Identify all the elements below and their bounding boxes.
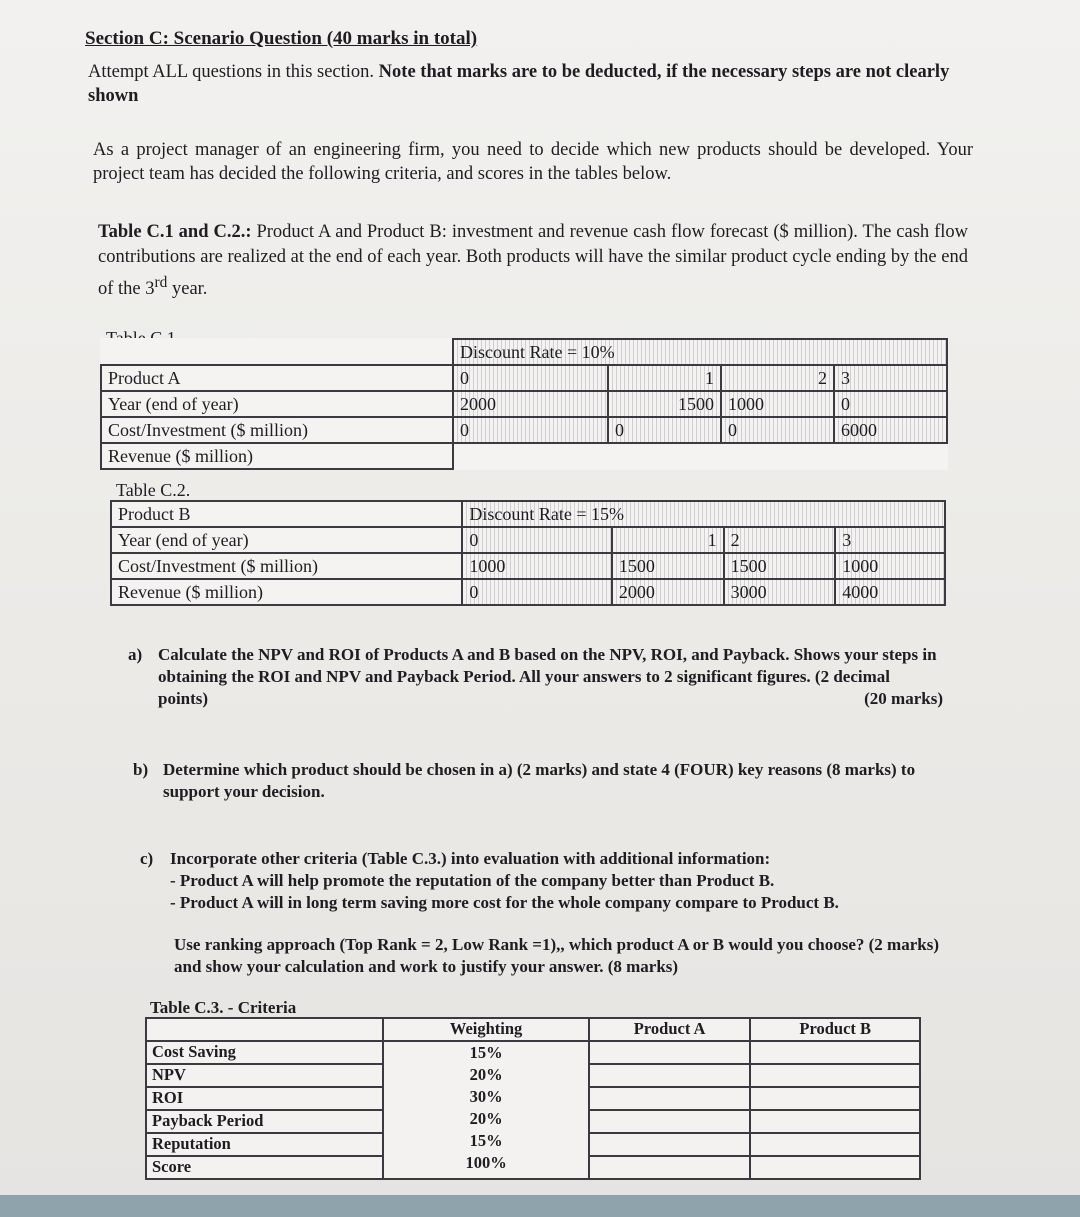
question-c-ranking: Use ranking approach (Top Rank = 2, Low Rank =1),, which product A or B would you choose? (2 marks) and show your calculation and work to justify your answer. (8 marks) [174, 935, 939, 976]
table-cell: 3 [834, 365, 947, 391]
weight-value: 15% [469, 1131, 503, 1150]
table-cell [589, 1156, 751, 1179]
question-c-line1: Incorporate other criteria (Table C.3.) into evaluation with additional information: [170, 849, 771, 868]
table-c3-header-weighting: Weighting [383, 1018, 588, 1041]
table-row-label: Year (end of year) [111, 527, 462, 553]
table-cell: 4000 [835, 579, 945, 605]
table-c1-discount: Discount Rate = 10% [453, 339, 947, 365]
desk-edge [0, 1195, 1080, 1217]
table-cell [589, 1087, 751, 1110]
table-cell: 1500 [612, 553, 724, 579]
table-c3-header-product-a: Product A [589, 1018, 751, 1041]
section-title: Section C: Scenario Question (40 marks in total) [85, 28, 478, 49]
table-row [111, 553, 945, 579]
table-cell: 1500 [724, 553, 836, 579]
question-c-line3: - Product A will in long term saving more cost for the whole company compare to Product B. [170, 893, 839, 912]
table-cell: 3 [835, 527, 945, 553]
table-description-text2: year. [171, 279, 208, 300]
table-row [101, 391, 947, 417]
table-row-label: Revenue ($ million) [111, 579, 462, 605]
instructions [88, 60, 978, 108]
intro-paragraph: As a project manager of an engineering firm, you need to decide which new products should be developed. Your project team has decided the following criteria, and scores in the tables below. [93, 140, 973, 184]
table-cell: 0 [834, 391, 947, 417]
table-cell [750, 1087, 920, 1110]
question-c-number: c) [140, 849, 154, 868]
table-row [101, 417, 947, 443]
question-b-number: b) [133, 760, 149, 779]
weight-value: 100% [465, 1153, 507, 1172]
question-c-line2: - Product A will help promote the reputation of the company better than Product B. [170, 871, 775, 890]
table-cell [750, 1110, 920, 1133]
table-cell: 1000 [835, 553, 945, 579]
question-a-number: a) [128, 645, 143, 664]
table-cell: 1000 [462, 553, 612, 579]
table-c3-header-product-b: Product B [750, 1018, 920, 1041]
weight-value: 30% [469, 1087, 503, 1106]
table-description-ref: Table C.1 and C.2.: [98, 222, 252, 242]
table-cell: 2 [724, 527, 836, 553]
question-a-marks: (20 marks) [864, 689, 943, 708]
table-cell: 1 [612, 527, 724, 553]
criteria-label: Payback Period [146, 1110, 383, 1133]
table-cell: 0 [721, 417, 834, 443]
criteria-label: Cost Saving [146, 1041, 383, 1064]
table-c1 [100, 338, 948, 470]
table-cell [750, 1041, 920, 1064]
table-row [146, 1041, 920, 1064]
table-cell: 0 [462, 579, 612, 605]
table-row [111, 501, 945, 527]
table-row [101, 443, 947, 469]
table-description-text1: Product A and Product B: investment and revenue cash flow forecast ($ million). The cash flow contributions are realized at the end of each year. Both products will have the similar product cycle ending by the end of the 3 [98, 222, 969, 300]
table-c3 [145, 1017, 921, 1180]
table-c2-caption: Table C.2. [116, 480, 191, 500]
table-c3-caption: Table C.3. - Criteria [150, 998, 297, 1017]
question-a [128, 644, 943, 710]
table-cell: 0 [462, 527, 612, 553]
table-cell [750, 1133, 920, 1156]
weight-value: 20% [469, 1109, 503, 1128]
table-row-label: Cost/Investment ($ million) [111, 553, 462, 579]
table-cell: 0 [608, 417, 721, 443]
table-cell: 1000 [721, 391, 834, 417]
table-c2 [110, 500, 946, 606]
table-row-label: Revenue ($ million) [101, 443, 453, 469]
table-row [146, 1018, 920, 1041]
table-c2-product: Product B [111, 501, 462, 527]
table-cell [750, 1156, 920, 1179]
criteria-label: Score [146, 1156, 383, 1179]
table-cell: 2000 [612, 579, 724, 605]
table-cell: 1500 [608, 391, 721, 417]
weight-value: 15% [469, 1043, 503, 1062]
table-description [98, 220, 968, 302]
criteria-label: NPV [146, 1064, 383, 1087]
table-cell: 0 [453, 365, 608, 391]
table-cell: 1 [608, 365, 721, 391]
criteria-label: Reputation [146, 1133, 383, 1156]
criteria-label: ROI [146, 1087, 383, 1110]
table-cell: 0 [453, 417, 608, 443]
question-c [140, 848, 940, 914]
table-cell [589, 1041, 751, 1064]
table-cell: 2 [721, 365, 834, 391]
table-row [111, 527, 945, 553]
table-row [101, 365, 947, 391]
table-cell [589, 1064, 751, 1087]
table-cell [589, 1133, 751, 1156]
instructions-bold: Note that marks are to be deducted, if the necessary steps are not clearly shown [88, 62, 950, 106]
table-row-label: Cost/Investment ($ million) [101, 417, 453, 443]
table-cell: 2000 [453, 391, 608, 417]
table-row [101, 339, 947, 365]
table-cell: 6000 [834, 417, 947, 443]
question-b-text: Determine which product should be chosen in a) (2 marks) and state 4 (FOUR) key reasons (8 marks) to support your decision. [163, 760, 916, 801]
table-cell [750, 1064, 920, 1087]
table-cell [589, 1110, 751, 1133]
table-cell: 3000 [724, 579, 836, 605]
table-description-sup: rd [154, 274, 168, 291]
instructions-plain: Attempt ALL questions in this section. [88, 62, 375, 82]
table-c2-discount: Discount Rate = 15% [462, 501, 945, 527]
question-a-text: Calculate the NPV and ROI of Products A and B based on the NPV, ROI, and Payback. Shows your steps in obtaining the ROI and NPV and Payback Period. All your answers to 2 significant figures. (2 decimal points) [158, 645, 937, 708]
table-row [111, 579, 945, 605]
weights-column [384, 1042, 587, 1174]
table-c1-product: Product A [101, 365, 453, 391]
question-b [133, 759, 948, 803]
table-row-label: Year (end of year) [101, 391, 453, 417]
weight-value: 20% [469, 1065, 503, 1084]
